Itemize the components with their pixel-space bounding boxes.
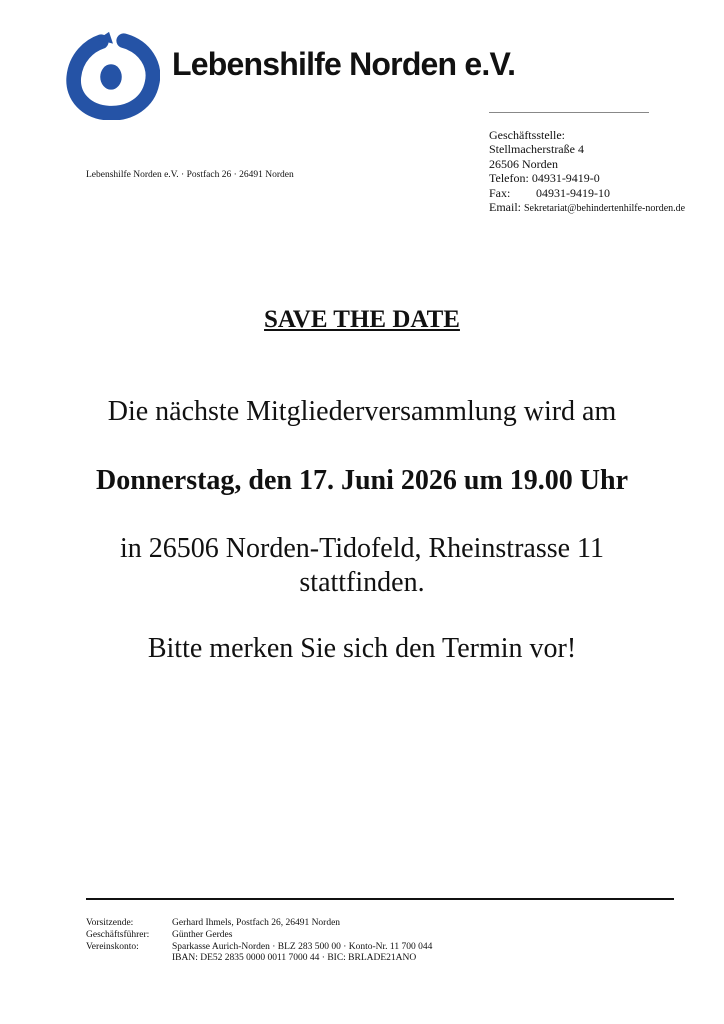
- meeting-verb: stattfinden.: [299, 567, 425, 598]
- office-address-block: [489, 128, 685, 216]
- header-divider: [489, 112, 649, 113]
- organization-title: Lebenshilfe Norden e.V.: [172, 46, 516, 82]
- announcement-intro: Die nächste Mitgliederversammlung wird am: [107, 396, 617, 427]
- fax-number: 04931-9419-10: [536, 185, 610, 200]
- footer-divider: [86, 898, 674, 900]
- account-label: Vereinskonto:: [86, 941, 139, 952]
- office-city: 26506 Norden: [489, 156, 558, 171]
- phone-number: 04931-9419-0: [531, 171, 600, 186]
- footer-block: [86, 918, 432, 965]
- office-phone: [489, 171, 685, 185]
- office-heading: Geschäftsstelle:: [489, 128, 565, 142]
- office-email: [489, 200, 685, 216]
- email-label: Email:: [489, 200, 521, 215]
- footer-chair-row: [86, 918, 432, 930]
- office-fax: [489, 186, 685, 200]
- footer-manager-row: [86, 930, 432, 942]
- meeting-date: Donnerstag, den 17. Juni 2026 um 19.00 Uhr: [95, 465, 629, 496]
- save-the-date-headline: SAVE THE DATE: [264, 306, 460, 333]
- sender-address-line: Lebenshilfe Norden e.V. · Postfach 26 · 26491 Norden: [86, 170, 294, 180]
- fax-label: Fax:: [489, 185, 511, 200]
- manager-label: Geschäftsführer:: [86, 929, 150, 940]
- phone-label: Telefon:: [489, 171, 529, 186]
- reminder-text: Bitte merken Sie sich den Termin vor!: [147, 633, 577, 664]
- account-value: Sparkasse Aurich-Norden · BLZ 283 500 00 · Konto-Nr. 11 700 044: [172, 941, 433, 952]
- meeting-location: in 26506 Norden-Tidofeld, Rheinstrasse 11: [120, 533, 604, 564]
- manager-value: Günther Gerdes: [172, 929, 233, 940]
- email-address: Sekretariat@behindertenhilfe-norden.de: [524, 203, 686, 215]
- footer-iban-row: [86, 953, 432, 965]
- lebenshilfe-logo-icon: [62, 28, 160, 120]
- chair-label: Vorsitzende:: [86, 918, 134, 928]
- iban-value: IBAN: DE52 2835 0000 0011 7000 44 · BIC: BRLADE21ANO: [172, 953, 417, 964]
- office-street: Stellmacherstraße 4: [489, 142, 584, 157]
- chair-value: Gerhard Ihmels, Postfach 26, 26491 Norden: [172, 918, 341, 928]
- footer-account-row: [86, 942, 432, 954]
